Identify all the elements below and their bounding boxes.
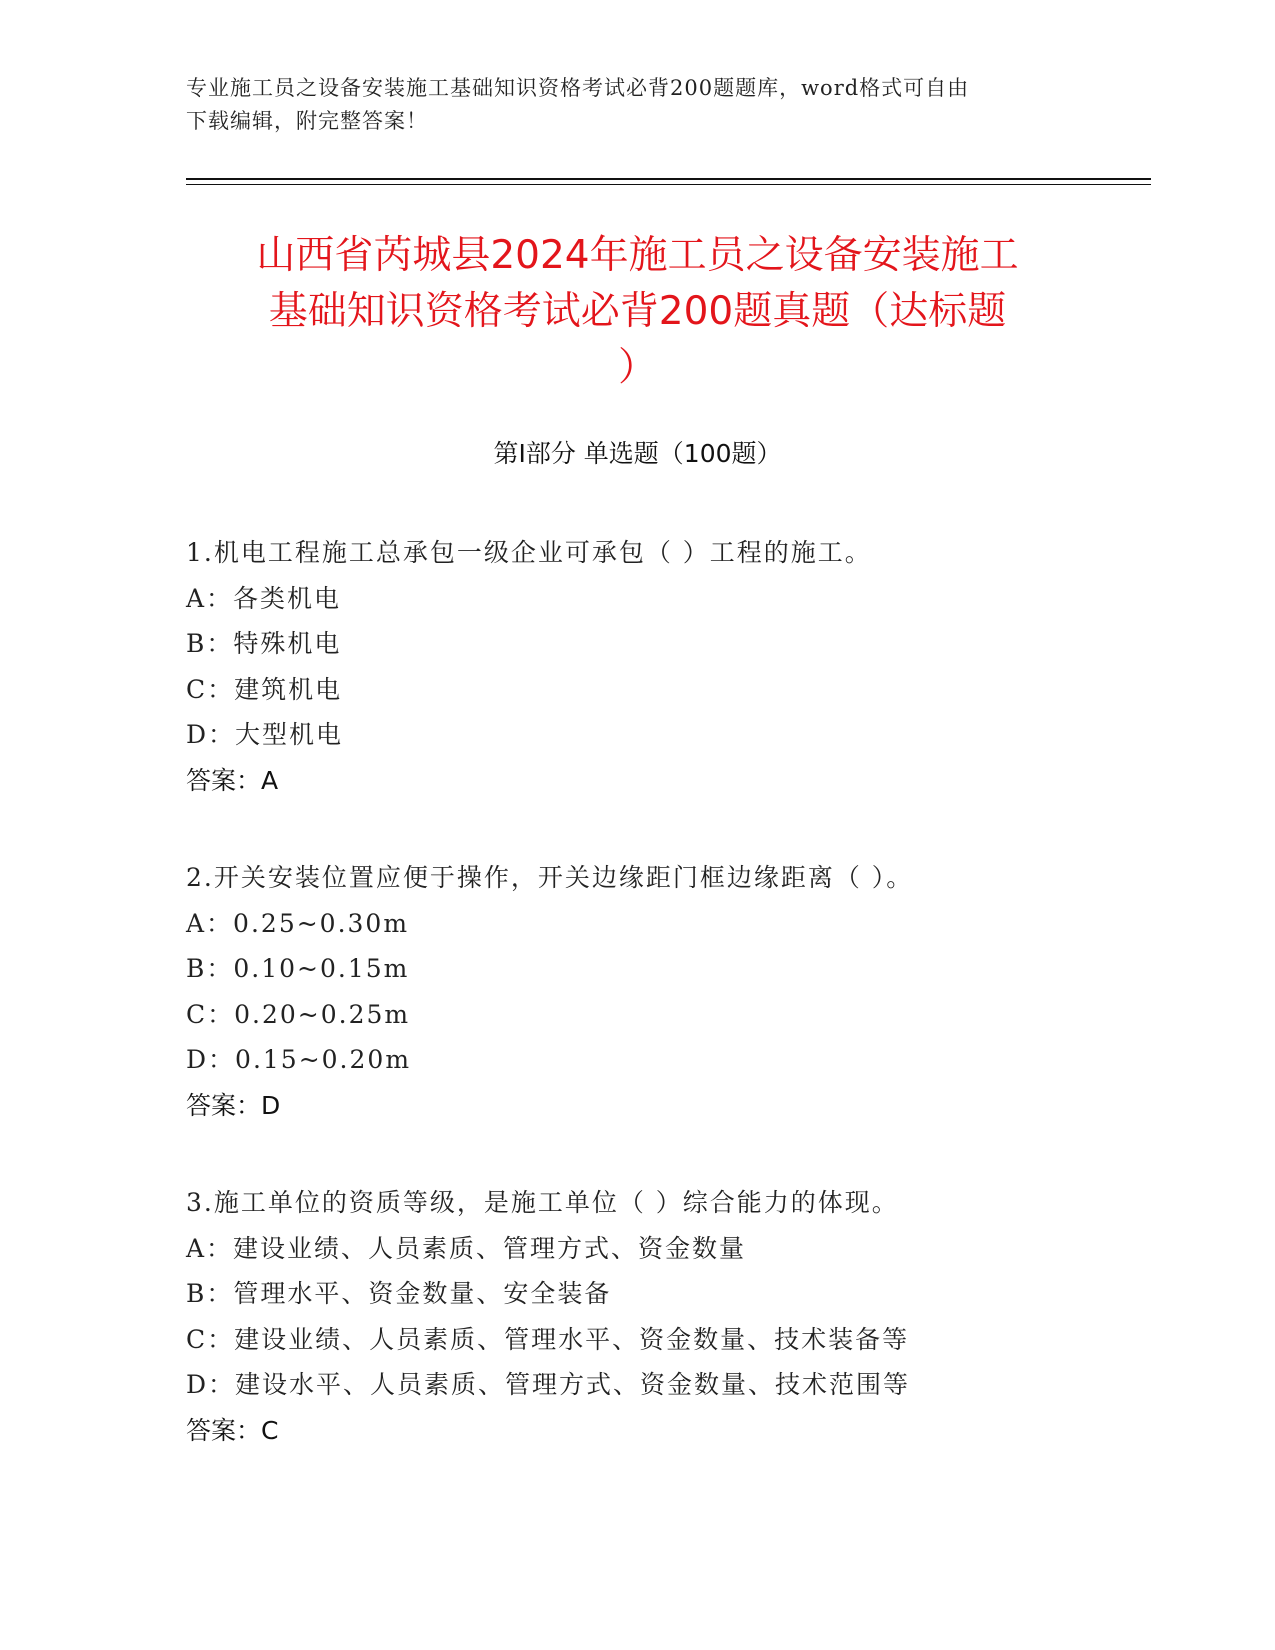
document-title-line-1: 山西省芮城县2024年施工员之设备安装施工 <box>256 233 1019 278</box>
header-note-line-2: 下载编辑，附完整答案！ <box>186 109 428 133</box>
document-title-line-3: ） <box>617 345 657 390</box>
header-divider-thick <box>186 178 1151 180</box>
question-2 <box>186 855 1186 1128</box>
question-stem: 2.开关安装位置应便于操作，开关边缘距门框边缘距离（ ）。 <box>186 863 914 892</box>
option-c: C：0.20~0.25m <box>186 999 411 1029</box>
option-d: D：建设水平、人员素质、管理方式、资金数量、技术范围等 <box>186 1370 911 1399</box>
question-stem: 1.机电工程施工总承包一级企业可承包（ ）工程的施工。 <box>186 538 872 567</box>
question-list <box>186 530 1186 1505</box>
question-stem: 3.施工单位的资质等级，是施工单位（ ）综合能力的体现。 <box>186 1188 899 1217</box>
document-title-line-2: 基础知识资格考试必背200题真题（达标题 <box>268 289 1007 334</box>
answer: 答案：D <box>186 1090 281 1120</box>
document-title <box>150 228 1125 396</box>
option-a: A：各类机电 <box>186 583 342 613</box>
option-a: A：建设业绩、人员素质、管理方式、资金数量 <box>186 1233 747 1263</box>
option-a: A：0.25~0.30m <box>186 908 410 938</box>
option-b: B：特殊机电 <box>186 629 342 658</box>
question-3 <box>186 1180 1186 1453</box>
header-divider-thin <box>186 184 1151 185</box>
option-c: C：建筑机电 <box>186 674 343 704</box>
option-d: D：大型机电 <box>186 720 344 749</box>
header-note-line-1: 专业施工员之设备安装施工基础知识资格考试必背200题题库，word格式可自由 <box>186 76 970 100</box>
option-b: B：0.10~0.15m <box>186 954 410 983</box>
option-c: C：建设业绩、人员素质、管理水平、资金数量、技术装备等 <box>186 1324 910 1354</box>
section-title: 第Ⅰ部分 单选题（100题） <box>493 439 782 468</box>
header-note <box>186 72 1086 138</box>
option-b: B：管理水平、资金数量、安全装备 <box>186 1279 612 1308</box>
option-d: D：0.15~0.20m <box>186 1045 412 1074</box>
answer: 答案：C <box>186 1415 279 1445</box>
answer: 答案：A <box>186 765 279 795</box>
question-1 <box>186 530 1186 803</box>
